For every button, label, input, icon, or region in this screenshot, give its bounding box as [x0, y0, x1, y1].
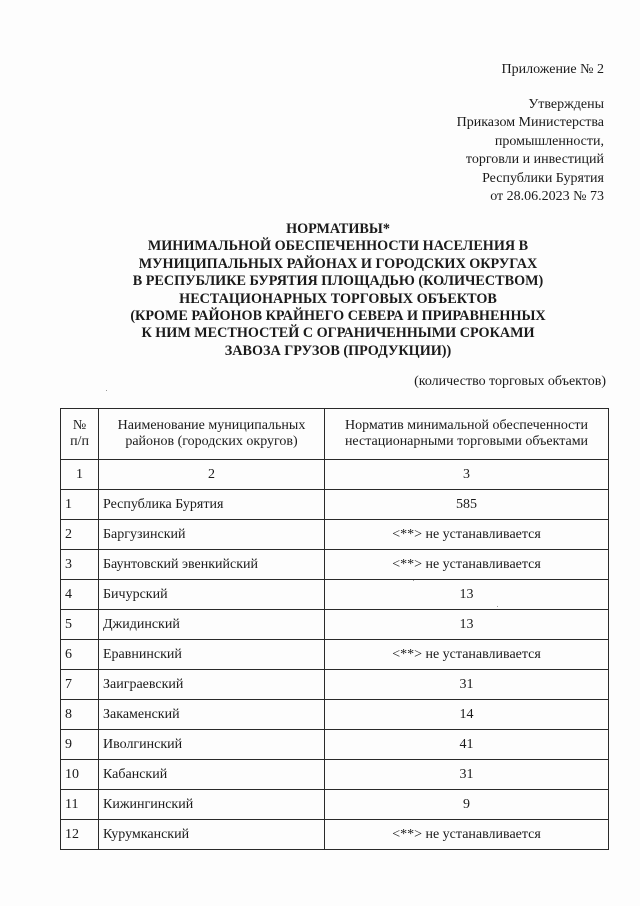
- approval-line: торговли и инвестиций: [465, 152, 604, 168]
- table-row: [61, 790, 609, 820]
- row-number: 12: [61, 820, 99, 850]
- district-name: Еравнинский: [99, 640, 325, 670]
- district-name: Баунтовский эвенкийский: [99, 550, 325, 580]
- title-line: (КРОМЕ РАЙОНОВ КРАЙНЕГО СЕВЕРА И ПРИРАВНЕННЫХ: [130, 308, 546, 325]
- district-name: Заиграевский: [99, 670, 325, 700]
- district-name: Баргузинский: [99, 520, 325, 550]
- approval-line: Республики Бурятия: [482, 170, 604, 186]
- district-name: Кабанский: [99, 760, 325, 790]
- district-name: Республика Бурятия: [99, 490, 325, 520]
- norm-value: 9: [325, 790, 609, 820]
- table-row: [61, 820, 609, 850]
- norm-value: <**> не устанавливается: [325, 520, 609, 550]
- title-line: К НИМ МЕСТНОСТЕЙ С ОГРАНИЧЕННЫМИ СРОКАМИ: [141, 325, 535, 342]
- document-title: [0, 221, 640, 360]
- header-number-line: п/п: [70, 434, 89, 449]
- row-number: 9: [61, 730, 99, 760]
- header-norm: [325, 409, 609, 460]
- approval-block: [457, 96, 604, 206]
- table-row: [61, 670, 609, 700]
- column-index: 2: [99, 460, 325, 490]
- scan-speck: [497, 606, 498, 607]
- district-name: Кижингинский: [99, 790, 325, 820]
- row-number: 3: [61, 550, 99, 580]
- norm-value: <**> не устанавливается: [325, 640, 609, 670]
- title-line: МУНИЦИПАЛЬНЫХ РАЙОНАХ И ГОРОДСКИХ ОКРУГАХ: [138, 255, 538, 272]
- title-line: В РЕСПУБЛИКЕ БУРЯТИЯ ПЛОЩАДЬЮ (КОЛИЧЕСТВОМ): [132, 273, 544, 290]
- norm-value: <**> не устанавливается: [325, 820, 609, 850]
- table-row: [61, 550, 609, 580]
- appendix-label: Приложение № 2: [501, 62, 604, 77]
- header-number: [61, 409, 99, 460]
- norm-value: 41: [325, 730, 609, 760]
- header-name-line: Наименование муниципальных: [117, 418, 306, 433]
- header-name-line: районов (городских округов): [125, 434, 298, 449]
- header-norm-line: нестационарными торговыми объектами: [344, 434, 589, 449]
- district-name: Джидинский: [99, 610, 325, 640]
- scan-speck: [413, 580, 414, 581]
- title-line: НОРМАТИВЫ*: [286, 221, 390, 237]
- table-header-row: [61, 409, 609, 460]
- district-name: Курумканский: [99, 820, 325, 850]
- norm-value: 31: [325, 760, 609, 790]
- norm-value: 14: [325, 700, 609, 730]
- table-row: [61, 640, 609, 670]
- row-number: 6: [61, 640, 99, 670]
- norm-value: 31: [325, 670, 609, 700]
- row-number: 8: [61, 700, 99, 730]
- district-name: Закаменский: [99, 700, 325, 730]
- scan-speck: [106, 390, 107, 391]
- title-line: ЗАВОЗА ГРУЗОВ (ПРОДУКЦИИ)): [224, 342, 452, 359]
- table-row: [61, 610, 609, 640]
- norm-value: 585: [325, 490, 609, 520]
- row-number: 4: [61, 580, 99, 610]
- approval-line: Приказом Министерства: [456, 115, 604, 131]
- table-row: [61, 730, 609, 760]
- header-number-line: №: [72, 418, 87, 433]
- district-name: Иволгинский: [99, 730, 325, 760]
- district-name: Бичурский: [99, 580, 325, 610]
- norm-value: <**> не устанавливается: [325, 550, 609, 580]
- norm-value: 13: [325, 580, 609, 610]
- header-name: [99, 409, 325, 460]
- row-number: 2: [61, 520, 99, 550]
- unit-note: (количество торговых объектов): [414, 374, 606, 389]
- table-row: [61, 520, 609, 550]
- row-number: 10: [61, 760, 99, 790]
- column-index: 1: [61, 460, 99, 490]
- title-line: НЕСТАЦИОНАРНЫХ ТОРГОВЫХ ОБЪЕКТОВ: [179, 290, 497, 307]
- row-number: 1: [61, 490, 99, 520]
- table-row: [61, 760, 609, 790]
- norms-table: [60, 408, 609, 850]
- approval-line: промышленности,: [494, 133, 604, 149]
- row-number: 5: [61, 610, 99, 640]
- column-index-row: [61, 460, 609, 490]
- header-norm-line: Норматив минимальной обеспеченности: [344, 418, 588, 433]
- column-index: 3: [325, 460, 609, 490]
- table-row: [61, 490, 609, 520]
- table-row: [61, 580, 609, 610]
- approval-line: от 28.06.2023 № 73: [490, 189, 604, 205]
- table-row: [61, 700, 609, 730]
- row-number: 11: [61, 790, 99, 820]
- title-line: МИНИМАЛЬНОЙ ОБЕСПЕЧЕННОСТИ НАСЕЛЕНИЯ В: [147, 238, 529, 255]
- norm-value: 13: [325, 610, 609, 640]
- approval-line: Утверждены: [528, 97, 604, 112]
- row-number: 7: [61, 670, 99, 700]
